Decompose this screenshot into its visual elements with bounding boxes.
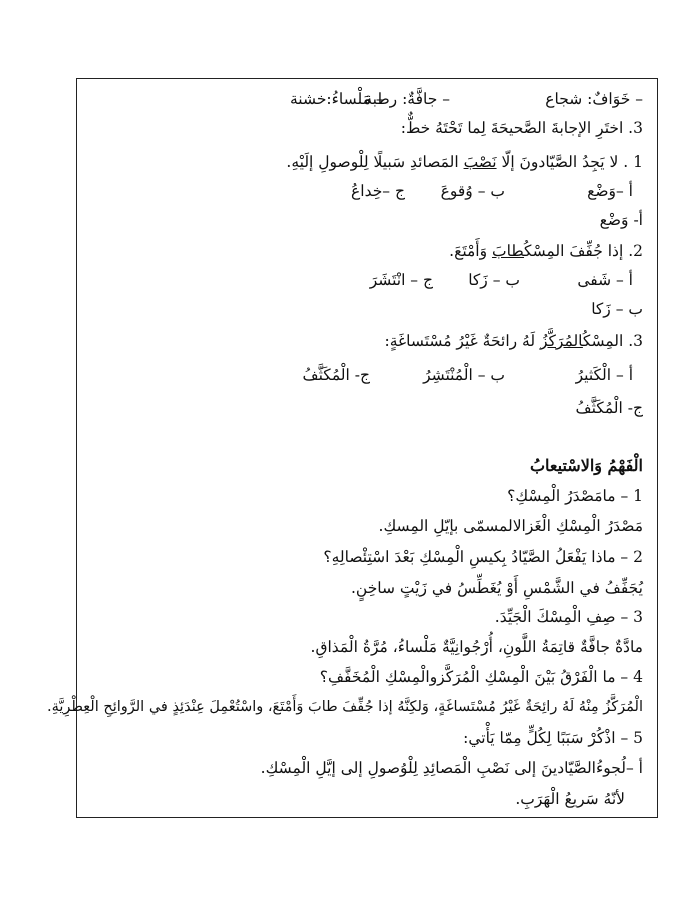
comprehension-question-4: 4 – ما الْفَرْقُ بَيْنَ الْمِسْكِ الْمُرَكَّزوالْمِسْكِ الْمُخَفَّفِ؟	[319, 668, 643, 686]
underlined-word: طابَ	[492, 242, 525, 260]
comprehension-question-5: 5 – اذْكُرْ سَبَبًا لِكُلٍّ مِمّا يَأْتي:	[463, 729, 643, 747]
q3-item-2-option-b: ب – زَكا	[468, 271, 520, 289]
comprehension-answer-3: مادَّةٌ جافَّةٌ قاتِمَةُ اللَّونِ، أُرْجُوانِيَّةٌ مَلْساءُ، مُرَّةُ الْمَذاقِ.	[310, 638, 643, 656]
comprehension-answer-4: الْمُرَكَّزُ مِنْهُ لَهُ رائِحَةٌ غَيْرُ مُسْتَساغَةٍ، وَلكِنَّهُ إذا جُفِّفَ طابَ وَأَمْتَعَ، واسْتُعْمِلَ عِنْدَئِذٍ في الرَّوائِحِ الْعِطْرِيَّةِ.	[46, 699, 643, 715]
comprehension-answer-1: مَصْدَرُ الْمِسْكِ الْغَزالالمسمّى بإيّلِ المِسكِ.	[378, 517, 643, 535]
q3-item-3-answer: ج- الْمُكَثَّفُ	[575, 399, 643, 417]
q3-item-2-option-c: ج – انْتَشَرَ	[369, 271, 433, 289]
q3-item-2-stem: 2. إذا جُفِّفَ المِسْكُطابَ وَأَمْتَعَ.	[449, 242, 643, 260]
comprehension-answer-5a: أ –لُجوءُالصَّيّادينَ إلى نَصْبِ الْمَصائِدِ لِلْوُصولِ إلى إيَّلِ الْمِسْكِ.	[260, 759, 643, 777]
q3-item-2-answer: ب – زَكا	[591, 300, 643, 318]
comprehension-question-1: 1 – مامَصْدَرُ الْمِسْكِ؟	[507, 487, 643, 505]
comprehension-question-2: 2 – ماذا يَفْعَلُ الصَّيّادُ بِكيسِ الْمِسْكِ بَعْدَ اسْتِئْصالِهِ؟	[323, 548, 643, 566]
comprehension-answer-2: يُجَفِّفُ في الشَّمْسِ أَوْ يُغَطِّسُ في زَيْتٍ ساخِنٍ.	[350, 579, 643, 597]
comprehension-question-3: 3 – صِفِ الْمِسْكَ الْجَيِّدَ.	[494, 608, 643, 626]
underlined-word: نَصْبَ	[463, 153, 497, 171]
vocab-item-3: – مَلْساءُ:خشنة	[290, 90, 384, 108]
q3-item-3-option-c: ج- الْمُكَثَّفُ	[302, 366, 370, 384]
q3-item-3-option-a: أ – الْكَثيرُ	[575, 366, 633, 384]
vocab-item-2: – جافَّةٌ: رطبة	[364, 90, 450, 108]
vocab-item-1: – خَوَافٌ: شجاع	[545, 90, 643, 108]
q3-item-3-option-b: ب – الْمُنْتَشِرُ	[423, 366, 505, 384]
q3-item-1-option-a: أ –وَضْع	[587, 182, 633, 200]
q3-item-1-stem: 1 . لا يَجِدُ الصَّيّادونَ إلّا نَصْبَ المَصائدِ سَبيلًا لِلْوصولِ إلَيْهِ.	[286, 153, 643, 171]
q3-item-1-answer: أ- وَضْع	[599, 211, 643, 229]
q3-item-1-option-b: ب – وُقوعَ	[440, 182, 505, 200]
q3-item-2-option-a: أ – شَفى	[577, 271, 633, 289]
underlined-word: المُرَكَّزُ	[540, 332, 583, 350]
comprehension-answer-5a-reason: لأنّهُ سَريعُ الْهَرَبِ.	[515, 790, 625, 808]
q3-item-3-stem: 3. المِسْكُالمُرَكَّزُ لَهُ رائحَةٌ غَيْرُ مُسْتَساغَةٍ:	[384, 332, 643, 350]
question-3-heading: 3. اختَرِ الإجابةَ الصَّحيحَةَ لِما تَحْتَهُ خطٌّ:	[400, 119, 643, 137]
q3-item-1-option-c: ج –خِداعُ	[351, 182, 405, 200]
comprehension-heading: الْفَهْمُ وَالاسْتيعابُ	[529, 456, 643, 475]
